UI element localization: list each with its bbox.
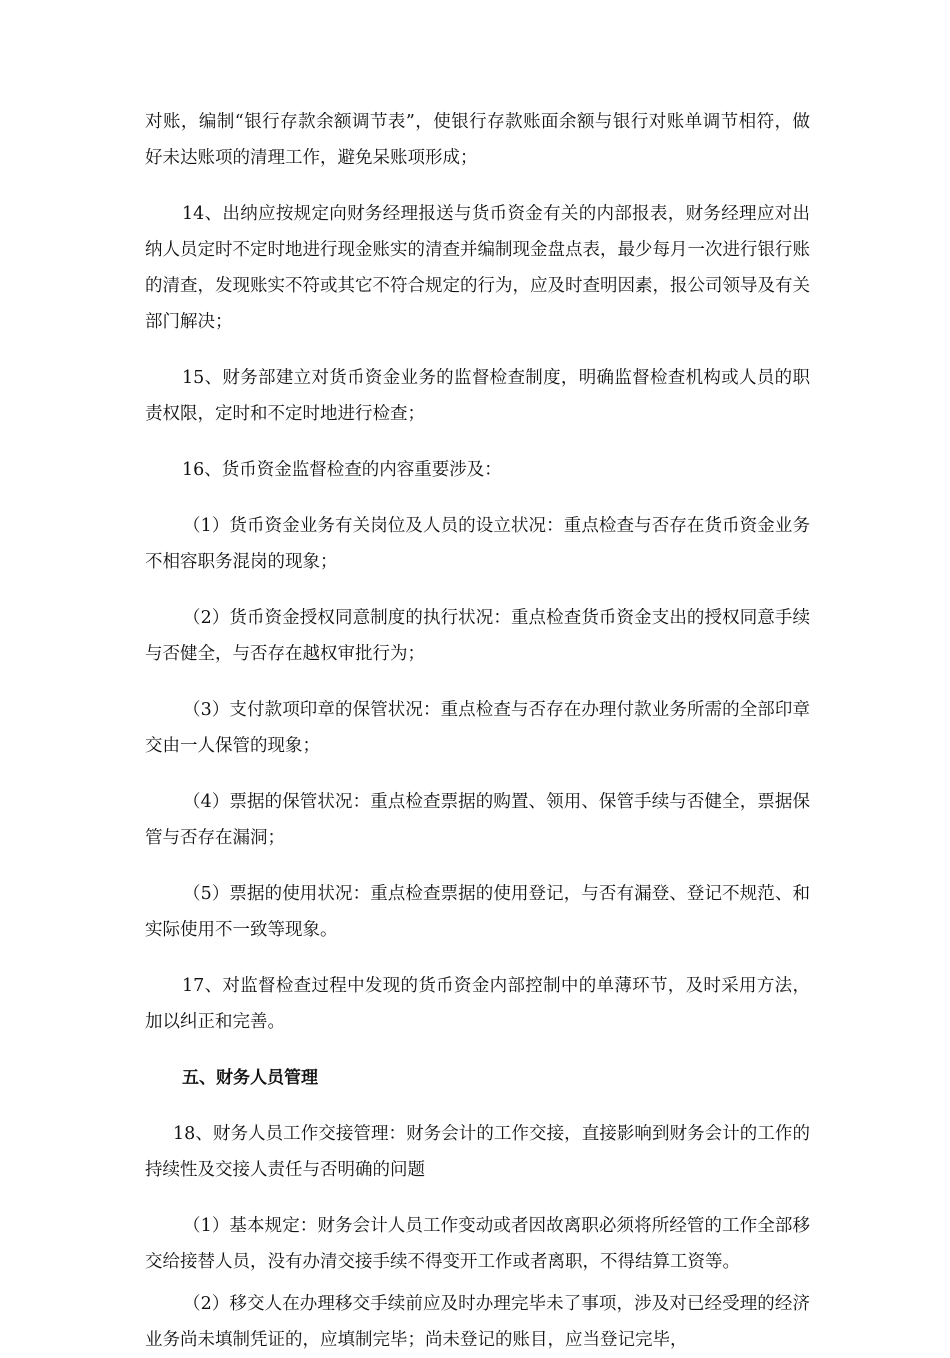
paragraph-item-16: 16、货币资金监督检查的内容重要涉及：: [182, 460, 502, 480]
paragraph-continuation: 对账，编制“银行存款余额调节表”，使银行存款账面余额与银行对账单调节相符，做好未达账项的清理工作，避免呆账项形成；: [145, 112, 810, 168]
paragraph-sub-2: （2）货币资金授权同意制度的执行状况：重点检查货币资金支出的授权同意手续与否健全，与否存在越权审批行为；: [145, 608, 810, 664]
paragraph-item-15: 15、财务部建立对货币资金业务的监督检查制度，明确监督检查机构或人员的职责权限，定时和不定时地进行检查；: [145, 368, 810, 424]
paragraph-sub-1: （1）货币资金业务有关岗位及人员的设立状况：重点检查与否存在货币资金业务不相容职务混岗的现象；: [145, 516, 810, 572]
paragraph-sub-basic: （1）基本规定：财务会计人员工作变动或者因故离职必须将所经管的工作全部移交给接替人员，没有办清交接手续不得变开工作或者离职，不得结算工资等。: [145, 1216, 810, 1272]
paragraph-sub-4: （4）票据的保管状况：重点检查票据的购置、领用、保管手续与否健全，票据保管与否存在漏洞；: [145, 792, 810, 848]
paragraph-sub-handover: （2）移交人在办理移交手续前应及时办理完毕未了事项，涉及对已经受理的经济业务尚未填制凭证的，应填制完毕；尚未登记的账目，应当登记完毕，: [145, 1294, 810, 1350]
paragraph-sub-3: （3）支付款项印章的保管状况：重点检查与否存在办理付款业务所需的全部印章交由一人保管的现象；: [145, 700, 810, 756]
paragraph-item-17: 17、对监督检查过程中发现的货币资金内部控制中的单薄环节，及时采用方法，加以纠正和完善。: [145, 976, 810, 1032]
paragraph-item-14: 14、出纳应按规定向财务经理报送与货币资金有关的内部报表，财务经理应对出纳人员定时不定时地进行现金账实的清查并编制现金盘点表，最少每月一次进行银行账的清查，发现账实不符或其它不符合规定的行为，应及时查明因素，报公司领导及有关部门解决；: [145, 204, 810, 332]
paragraph-item-18: 18、财务人员工作交接管理：财务会计的工作交接，直接影响到财务会计的工作的持续性及交接人责任与否明确的问题: [145, 1124, 810, 1180]
paragraph-sub-5: （5）票据的使用状况：重点检查票据的使用登记，与否有漏登、登记不规范、和实际使用不一致等现象。: [145, 884, 810, 940]
section-heading: 五、财务人员管理: [182, 1068, 318, 1088]
document-body: [145, 104, 810, 1358]
